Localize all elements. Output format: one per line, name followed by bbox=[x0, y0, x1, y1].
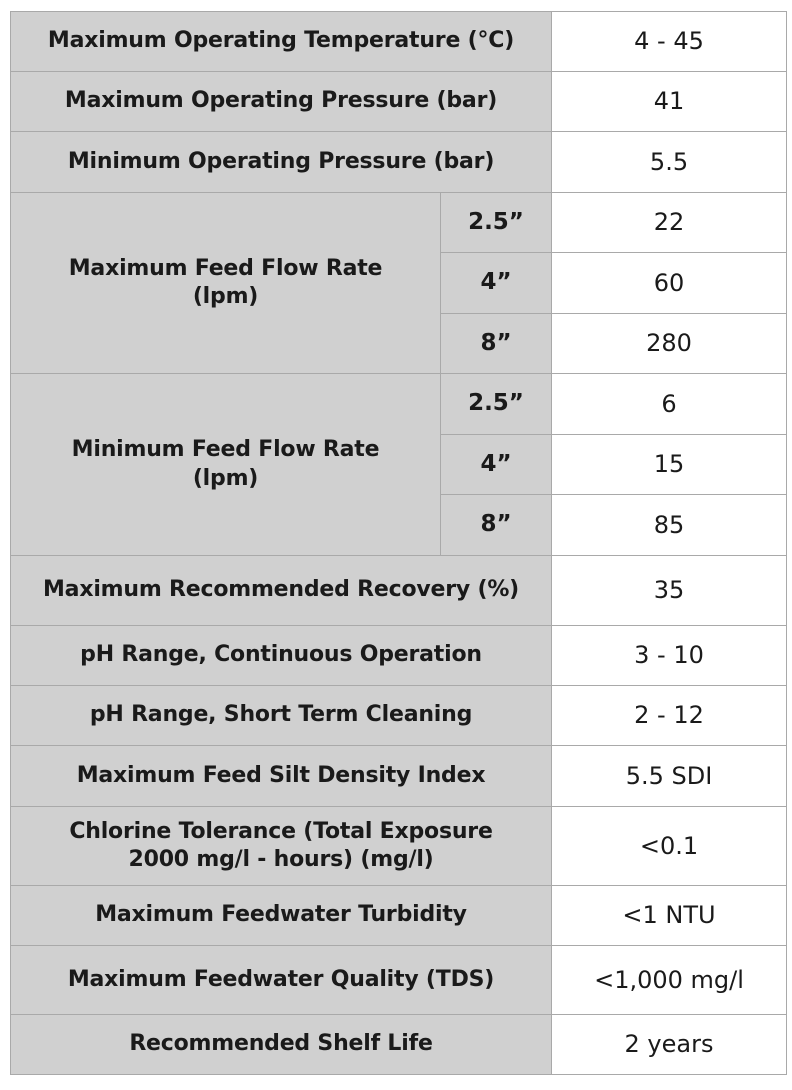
min-flow-value-8: 85 bbox=[552, 495, 787, 556]
min-feed-flow-rate-unit: (lpm) bbox=[192, 465, 259, 491]
max-feed-sdi-value: 5.5 SDI bbox=[552, 746, 787, 807]
recommended-shelf-life-value: 2 years bbox=[552, 1015, 787, 1075]
min-flow-size-2-5: 2.5” bbox=[441, 374, 552, 435]
table-row bbox=[11, 1015, 787, 1075]
max-operating-temperature-label: Maximum Operating Temperature (°C) bbox=[11, 12, 552, 72]
max-feed-flow-rate-unit: (lpm) bbox=[192, 284, 259, 309]
chlorine-tolerance-value: <0.1 bbox=[552, 807, 787, 886]
max-flow-value-4: 60 bbox=[552, 253, 787, 314]
ph-range-continuous-value: 3 - 10 bbox=[552, 626, 787, 686]
min-operating-pressure-value: 5.5 bbox=[552, 132, 787, 193]
ph-range-continuous-label: pH Range, Continuous Operation bbox=[11, 626, 552, 686]
recommended-shelf-life-label: Recommended Shelf Life bbox=[11, 1015, 552, 1075]
max-feedwater-turbidity-label: Maximum Feedwater Turbidity bbox=[11, 886, 552, 946]
min-operating-pressure-label: Minimum Operating Pressure (bar) bbox=[11, 132, 552, 193]
max-operating-pressure-label: Maximum Operating Pressure (bar) bbox=[11, 72, 552, 132]
max-feed-flow-rate-label bbox=[11, 193, 441, 374]
chlorine-tolerance-label bbox=[11, 807, 552, 886]
max-feedwater-turbidity-value: <1 NTU bbox=[552, 886, 787, 946]
table-row bbox=[11, 746, 787, 807]
table-row bbox=[11, 374, 787, 435]
max-feed-sdi-label: Maximum Feed Silt Density Index bbox=[11, 746, 552, 807]
min-feed-flow-rate-title: Minimum Feed Flow Rate bbox=[71, 437, 380, 463]
max-flow-size-8: 8” bbox=[441, 314, 552, 374]
max-operating-temperature-value: 4 - 45 bbox=[552, 12, 787, 72]
max-flow-value-2-5: 22 bbox=[552, 193, 787, 253]
max-feedwater-quality-label: Maximum Feedwater Quality (TDS) bbox=[11, 946, 552, 1015]
table-row bbox=[11, 626, 787, 686]
min-feed-flow-rate-label bbox=[11, 374, 441, 556]
max-operating-pressure-value: 41 bbox=[552, 72, 787, 132]
min-flow-value-2-5: 6 bbox=[552, 374, 787, 435]
table-row bbox=[11, 72, 787, 132]
ph-range-cleaning-label: pH Range, Short Term Cleaning bbox=[11, 686, 552, 746]
max-flow-size-4: 4” bbox=[441, 253, 552, 314]
chlorine-tolerance-line2: 2000 mg/l - hours) (mg/l) bbox=[128, 847, 434, 872]
max-recommended-recovery-label: Maximum Recommended Recovery (%) bbox=[11, 556, 552, 626]
max-feedwater-quality-value: <1,000 mg/l bbox=[552, 946, 787, 1015]
ph-range-cleaning-value: 2 - 12 bbox=[552, 686, 787, 746]
table-row bbox=[11, 886, 787, 946]
table-row bbox=[11, 556, 787, 626]
table-row bbox=[11, 193, 787, 253]
table-row bbox=[11, 946, 787, 1015]
min-flow-size-4: 4” bbox=[441, 435, 552, 495]
table-row bbox=[11, 12, 787, 72]
table-row bbox=[11, 132, 787, 193]
chlorine-tolerance-line1: Chlorine Tolerance (Total Exposure bbox=[69, 818, 493, 844]
min-flow-value-4: 15 bbox=[552, 435, 787, 495]
table-row bbox=[11, 686, 787, 746]
specifications-table bbox=[10, 11, 787, 1075]
table-row bbox=[11, 807, 787, 886]
max-flow-value-8: 280 bbox=[552, 314, 787, 374]
min-flow-size-8: 8” bbox=[441, 495, 552, 556]
max-recommended-recovery-value: 35 bbox=[552, 556, 787, 626]
max-feed-flow-rate-title: Maximum Feed Flow Rate bbox=[68, 255, 383, 281]
max-flow-size-2-5: 2.5” bbox=[441, 193, 552, 253]
